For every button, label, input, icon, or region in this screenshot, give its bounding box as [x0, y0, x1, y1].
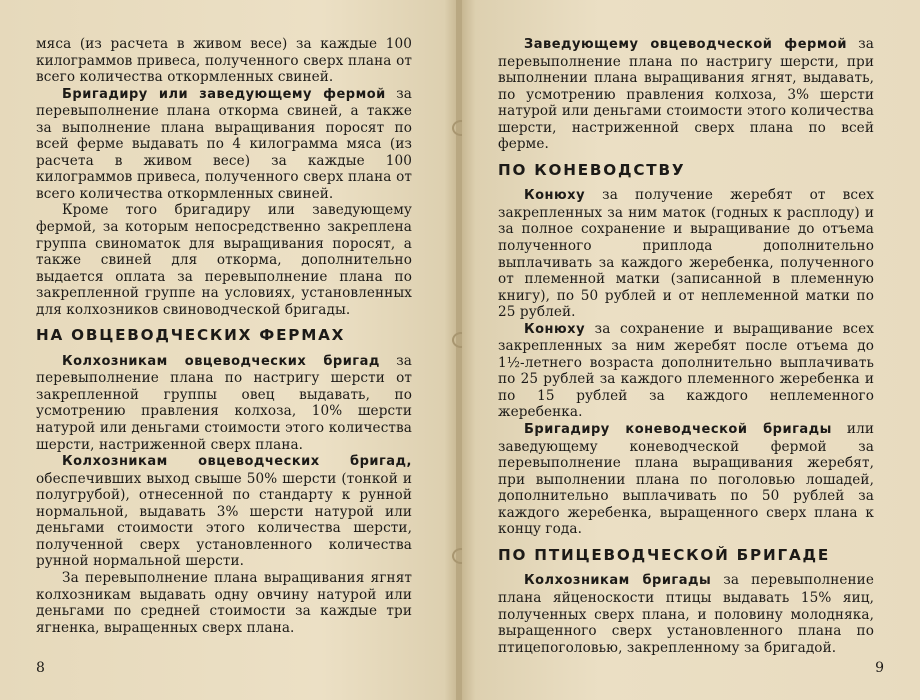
paragraph: [498, 187, 874, 320]
page-number: 8: [36, 660, 45, 676]
paragraph: [498, 421, 874, 538]
bold-lead: Колхозникам овцеводческих бригад,: [62, 454, 412, 470]
paragraph: [36, 453, 412, 570]
paragraph: [498, 36, 874, 153]
paragraph-text: за перевыполнение плана по настригу шерсти от закрепленной группы овец выдавать, по усмотрению правления колхоза, 10% шерсти натурой или деньгами стоимости этого количества шерсти, настриженной сверх плана.: [36, 352, 412, 453]
paragraph: Кроме того бригадиру или заведующему фермой, за которым непосредственно закреплена группа свиноматок для выращивания поросят, а также свиней для откорма, дополнительно выдается оплата за перевыполнение плана по закрепленной группе на условиях, установленных для колхозников свиноводческой бригады.: [36, 202, 412, 318]
bold-lead: Колхозникам бригады: [524, 573, 712, 589]
right-page: [462, 0, 920, 700]
section-heading: ПО КОНЕВОДСТВУ: [498, 160, 686, 179]
section-heading: ПО ПТИЦЕВОДЧЕСКОЙ БРИГАДЕ: [498, 545, 831, 564]
paragraph: За перевыполнение плана выращивания ягнят колхозникам выдавать одну овчину натурой или деньгами по средней стоимости за каждые три ягненка, выращенных сверх плана.: [36, 569, 412, 636]
page-number: 9: [875, 660, 884, 676]
paragraph-text: за перевыполнение плана откорма свиней, а также за выполнение плана выращивания поросят по всей ферме выдавать по 4 килограмма мяса (из расчета в живом весе) за каждые 100 килограммов привеса, полученного сверх плана от всего количества откормленных свиней.: [36, 85, 412, 202]
paragraph-text: за перевыполнение плана яйценоскости птицы выдавать 15% яиц, полученных сверх плана, и половину молодняка, выращенного сверх установленного плана по птицепоголовью, закрепленному за бригадой.: [498, 572, 874, 656]
bold-lead: Колхозникам овцеводческих бригад: [62, 353, 380, 369]
bold-lead: Конюху: [524, 188, 586, 204]
bold-lead: Конюху: [524, 321, 586, 337]
left-text-column: [36, 36, 412, 636]
right-text-column: [498, 36, 874, 656]
paragraph-text: за сохранение и выращивание всех закрепленных за ним жеребят после отъема до 1½-летнего возраста дополнительно выплачивать по 25 рублей за каждого племенного жеребенка и по 15 рублей за каждого неплеменного жеребенка.: [498, 320, 874, 421]
bold-lead: Заведующему овцеводческой фермой: [524, 37, 847, 52]
paragraph-text: за перевыполнение плана по настригу шерсти, при выполнении плана выращивания ягнят, выдавать, по усмотрению правления колхоза, 3% шерсти натурой или деньгами стоимости этого количества шерсти, настриженной сверх плана по всей ферме.: [498, 36, 874, 153]
paragraph-text: обеспечивших выход свыше 50% шерсти (тонкой и полугрубой), отнесенной по стандарту к рунной нормальной, выдавать 3% шерсти натурой или деньгами стоимости этого количества шерсти, полученной сверх установленного количества рунной нормальной шерсти.: [36, 470, 412, 570]
bold-lead: Бригадиру или заведующему фермой: [62, 86, 386, 102]
paragraph: [36, 86, 412, 203]
paragraph: [36, 353, 412, 453]
paragraph: [498, 572, 874, 656]
paragraph: мяса (из расчета в живом весе) за каждые 100 килограммов привеса, полученного сверх плана от всего количества откормленных свиней.: [36, 36, 412, 86]
paragraph-text: за получение жеребят от всех закрепленных за ним маток (годных к расплоду) и за полное сохранение и выращивание до отъема полученного приплода дополнительно выплачивать за каждого жеребенка, полученного от племенной матки (записанной в племенную книгу), по 50 рублей и от неплеменной матки по 25 рублей.: [498, 187, 874, 321]
paragraph-text: или заведующему коневодческой фермой за перевыполнение плана выращивания жеребят, при выполнении плана по поголовью лошадей, дополнительно выплачивать по 50 рублей за каждого жеребенка, выращенного сверх плана к концу года.: [498, 421, 874, 538]
section-heading: НА ОВЦЕВОДЧЕСКИХ ФЕРМАХ: [36, 326, 346, 345]
paragraph: [498, 321, 874, 421]
bold-lead: Бригадиру коневодческой бригады: [524, 422, 832, 438]
left-page: [0, 0, 458, 700]
